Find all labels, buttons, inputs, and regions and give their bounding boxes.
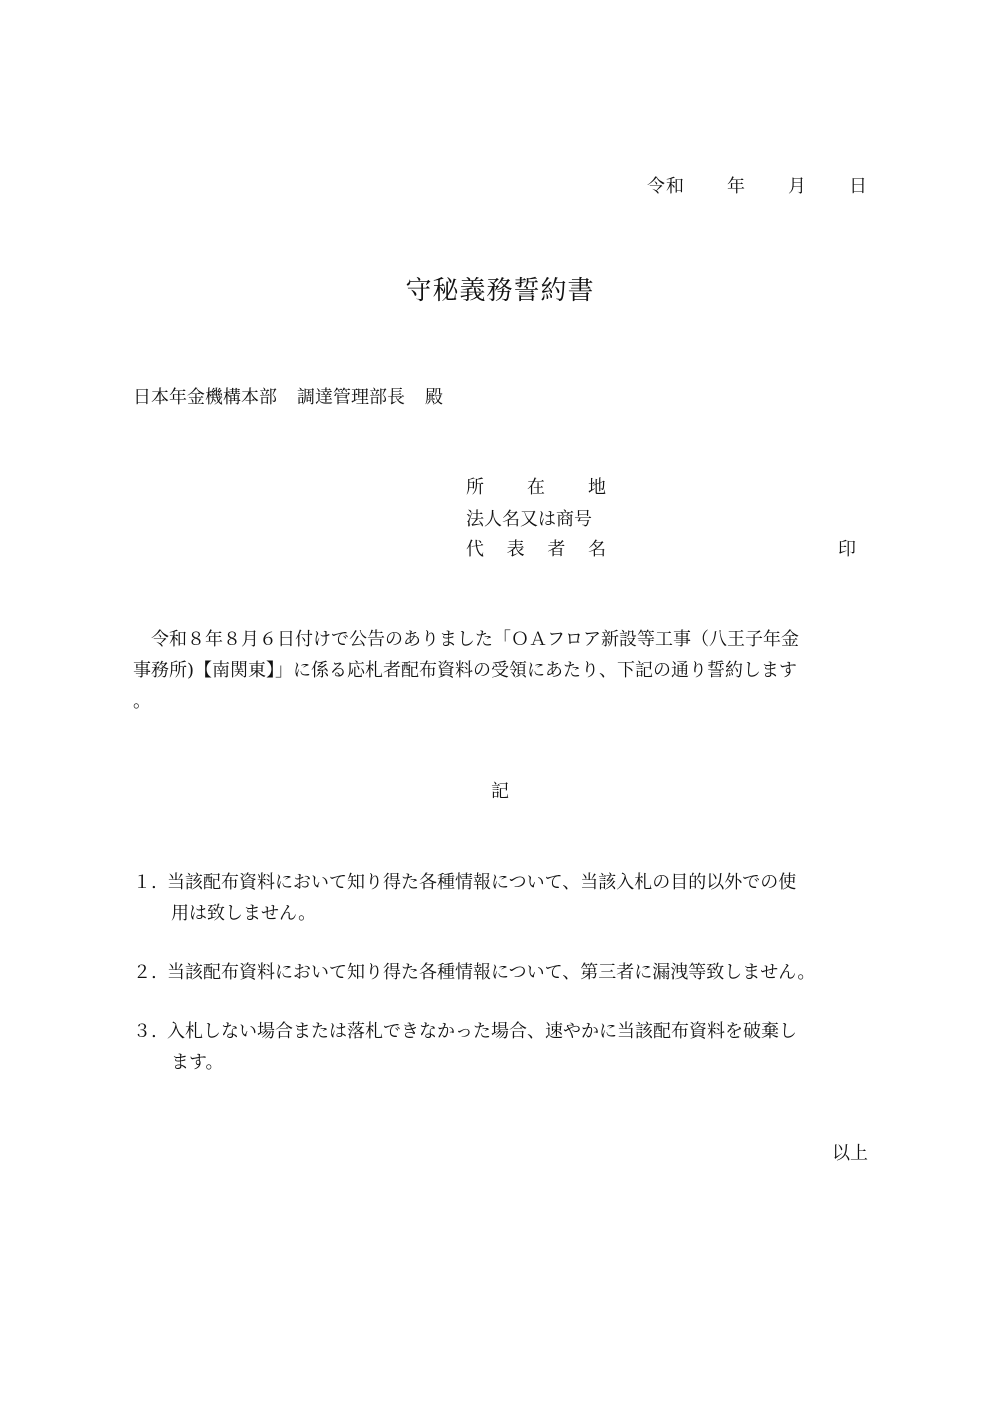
list-item [133, 1016, 873, 1078]
list-item [133, 867, 873, 929]
addressee-position: 調達管理部長 [297, 387, 405, 408]
item-line-1: 入札しない場合または落札できなかった場合、速やかに当該配布資料を破棄し [167, 1021, 797, 1042]
item-line-1: 当該配布資料において知り得た各種情報について、当該入札の目的以外での使 [167, 872, 797, 893]
item-number: １. [133, 872, 157, 893]
address-label: 所 在 地 [466, 477, 606, 498]
date-month-unit: 月 [788, 176, 807, 197]
ki-heading: 記 [491, 781, 509, 802]
body-line-3: 。 [133, 691, 151, 712]
body-line-1: 令和８年８月６日付けで公告のありました「ＯＡフロア新設等工事（八王子年金 [151, 629, 799, 650]
date-year-unit: 年 [727, 176, 746, 197]
addressee [133, 383, 443, 409]
item-line-1: 当該配布資料において知り得た各種情報について、第三者に漏洩等致しません。 [167, 962, 816, 983]
representative-label: 代 表 者 名 [466, 539, 606, 560]
company-label: 法人名又は商号 [466, 509, 592, 530]
item-number: ２. [133, 962, 157, 983]
closing-mark: 以上 [832, 1143, 868, 1164]
date-day-unit: 日 [849, 176, 868, 197]
item-number: ３. [133, 1021, 157, 1042]
document-title: 守秘義務誓約書 [405, 276, 595, 306]
addressee-honorific: 殿 [425, 387, 443, 408]
date-line [647, 172, 868, 198]
item-line-2: 用は致しません。 [171, 903, 317, 924]
addressee-organization: 日本年金機構本部 [133, 387, 277, 408]
body-paragraph [133, 624, 873, 717]
seal-mark: 印 [838, 539, 856, 560]
item-line-2: ます。 [171, 1052, 224, 1073]
list-item [133, 957, 873, 988]
date-era: 令和 [647, 176, 685, 197]
body-line-2: 事務所)【南関東】」に係る応札者配布資料の受領にあたり、下記の通り誓約します [133, 660, 798, 681]
